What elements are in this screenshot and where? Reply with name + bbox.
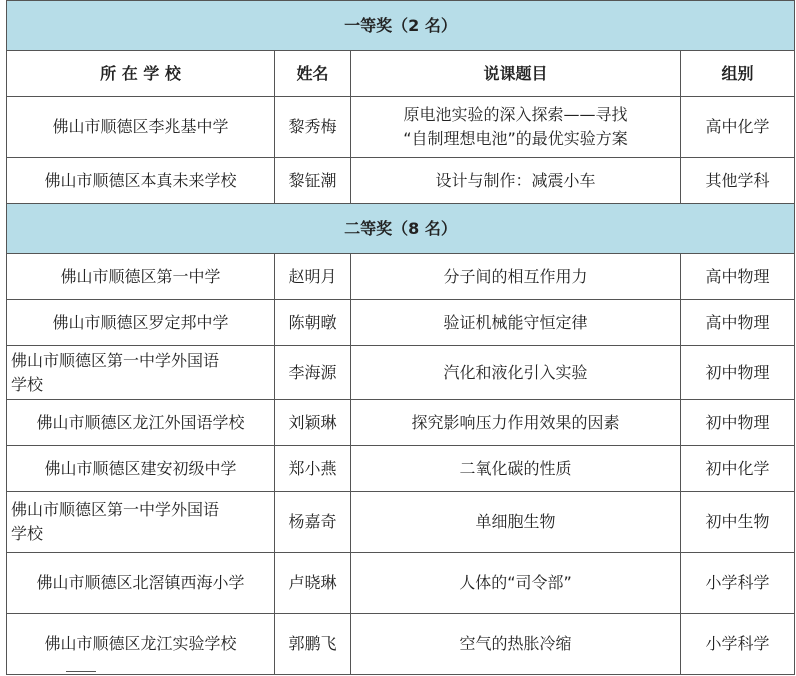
topic-cell: [351, 97, 681, 158]
group-cell: 小学科学: [681, 614, 795, 675]
school-cell: 佛山市顺德区本真未来学校: [7, 158, 275, 204]
name-cell: 杨嘉奇: [275, 492, 351, 553]
topic-cell: 单细胞生物: [351, 492, 681, 553]
topic-line: 原电池实验的深入探索——寻找: [403, 105, 628, 124]
table-row: [7, 553, 795, 614]
topic-cell: 汽化和液化引入实验: [351, 346, 681, 400]
table-row: [7, 254, 795, 300]
group-cell: 初中化学: [681, 446, 795, 492]
school-cell: 佛山市顺德区北滘镇西海小学: [7, 553, 275, 614]
topic-line: “自制理想电池”的最优实验方案: [403, 129, 628, 148]
second-prize-header: [7, 204, 795, 254]
topic-cell: 分子间的相互作用力: [351, 254, 681, 300]
name-cell: 刘颖琳: [275, 400, 351, 446]
first-prize-header: [7, 1, 795, 51]
topic-cell: 设计与制作：减震小车: [351, 158, 681, 204]
group-cell: 其他学科: [681, 158, 795, 204]
group-cell: 初中物理: [681, 400, 795, 446]
table-row: [7, 97, 795, 158]
school-cell: [7, 492, 275, 553]
header-topic: 说课题目: [351, 51, 681, 97]
second-prize-title: 二等奖（8 名）: [7, 204, 795, 254]
table-row: [7, 300, 795, 346]
group-cell: 初中生物: [681, 492, 795, 553]
topic-cell: 验证机械能守恒定律: [351, 300, 681, 346]
group-cell: 高中物理: [681, 254, 795, 300]
name-cell: 黎钲潮: [275, 158, 351, 204]
school-cell: 佛山市顺德区龙江实验学校: [7, 614, 275, 675]
school-cell: 佛山市顺德区龙江外国语学校: [7, 400, 275, 446]
topic-cell: 探究影响压力作用效果的因素: [351, 400, 681, 446]
header-group: 组别: [681, 51, 795, 97]
awards-table: [6, 0, 795, 675]
school-cell: [7, 346, 275, 400]
school-line: 佛山市顺德区第一中学外国语: [11, 500, 220, 519]
table-row: [7, 346, 795, 400]
group-cell: 初中物理: [681, 346, 795, 400]
group-cell: 小学科学: [681, 553, 795, 614]
table-row: [7, 492, 795, 553]
school-line: 学校: [11, 524, 44, 543]
school-cell: 佛山市顺德区建安初级中学: [7, 446, 275, 492]
topic-cell: 二氧化碳的性质: [351, 446, 681, 492]
header-name: 姓名: [275, 51, 351, 97]
name-cell: 卢晓琳: [275, 553, 351, 614]
group-cell: 高中化学: [681, 97, 795, 158]
header-school: 所 在 学 校: [7, 51, 275, 97]
name-cell: 郑小燕: [275, 446, 351, 492]
name-cell: 李海源: [275, 346, 351, 400]
school-line: 学校: [11, 374, 44, 394]
name-cell: 陈朝暾: [275, 300, 351, 346]
table-row: [7, 446, 795, 492]
school-cell: 佛山市顺德区李兆基中学: [7, 97, 275, 158]
topic-cell: 人体的“司令部”: [351, 553, 681, 614]
table-row: [7, 400, 795, 446]
name-cell: 黎秀梅: [275, 97, 351, 158]
name-cell: 赵明月: [275, 254, 351, 300]
group-cell: 高中物理: [681, 300, 795, 346]
school-cell: 佛山市顺德区罗定邦中学: [7, 300, 275, 346]
first-prize-title: 一等奖（2 名）: [7, 1, 795, 51]
school-cell: 佛山市顺德区第一中学: [7, 254, 275, 300]
table-continuation-mark: [66, 671, 96, 676]
column-header-row: [7, 51, 795, 97]
name-cell: 郭鹏飞: [275, 614, 351, 675]
school-line: 佛山市顺德区第一中学外国语: [11, 350, 220, 370]
topic-cell: 空气的热胀冷缩: [351, 614, 681, 675]
table-row: [7, 158, 795, 204]
table-row: [7, 614, 795, 675]
